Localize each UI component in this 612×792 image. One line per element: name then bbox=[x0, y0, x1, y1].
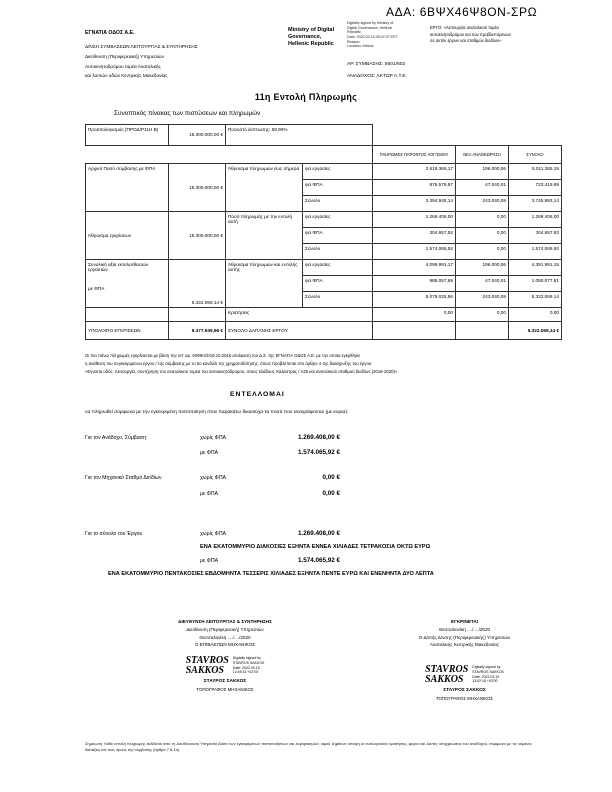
column-header: ΝΕΑ ΑΝΑΘΕΩΡΗΣΗ bbox=[456, 146, 509, 164]
certification-line: η ανάθεση του συγκεκριμένου έργου / της σύμβασης με το 6ο κονδύλι της χρηματοδότησης, όπως προβλέπεται στο άρθρο 4 της διακήρυξης του έργου: bbox=[85, 360, 373, 366]
ministry-name-line: Ministry of Digital bbox=[288, 27, 335, 33]
payment-row bbox=[85, 434, 340, 442]
amount-cell: 876.579,97 bbox=[373, 180, 456, 196]
payee-label: Για τον Μηχανικό Σταθμό Διοδίων bbox=[85, 475, 162, 481]
amount-cell: 4.391.991,15 bbox=[509, 260, 562, 276]
row-label-cell: Σύνολο bbox=[303, 196, 373, 212]
amount-cell: 47.040,01 bbox=[456, 180, 509, 196]
stamp-name-line: SAKKOS bbox=[425, 673, 464, 685]
empty-cell bbox=[86, 146, 373, 164]
deductions-row bbox=[86, 308, 562, 322]
org-line: και λοιπών οδών Κεντρικής Μακεδονίας bbox=[85, 73, 168, 79]
amount-cell: 1.269.406,00 bbox=[509, 212, 562, 228]
discount-cell bbox=[226, 125, 373, 146]
ministry-stamp-name bbox=[288, 27, 346, 48]
row-label-cell: Σύνολο bbox=[303, 292, 373, 308]
certification-line: «Εγνατία οδός: Λειτουργία, συντήρηση του ανατολικού τομέα του αυτοκινητόδρομου, στους κλάδους Χαλάστρας / Α25 και ανατολικού σταθμού διοδίων (2018-2020)» bbox=[85, 368, 398, 374]
empty-cell bbox=[169, 308, 226, 322]
remaining-approvals-label: ΥΠΟΛΟΙΠΟ ΕΓΚΡΙΣΕΩΝ bbox=[86, 322, 169, 340]
vat-label: με ΦΠΑ bbox=[200, 558, 219, 564]
payment-row bbox=[85, 557, 340, 564]
digital-stamp bbox=[372, 665, 557, 684]
project-line: ΕΡΓΟ: «Λειτουργία ανατολικού τομέα bbox=[430, 25, 499, 30]
column-header: ΠΛΗΡΩΜΕΣ ΠΑΡΟΝΤΟΣ ΛΟΓ/ΣΜΟΥ bbox=[373, 146, 456, 164]
table-row bbox=[86, 164, 562, 180]
org-name: ΕΓΝΑΤΙΑ ΟΔΟΣ Α.Ε. bbox=[85, 30, 135, 36]
empty-cell bbox=[86, 308, 169, 322]
signature-detail-line: Date: 2022.03.16 09:47:07 EET bbox=[347, 35, 398, 40]
amount-in-words: ΕΝΑ ΕΚΑΤΟΜΜΥΡΙΟ ΠΕΝΤΑΚΟΣΙΕΣ ΕΒΔΟΜΗΝΤΑ ΤΕΣΣΕΡΙΣ ΧΙΛΙΑΔΕΣ ΕΞΗΝΤΑ ΠΕΝΤΕ ΕΥΡΩ ΚΑΙ ΕΝΕΝΗΝΤΑ ΔΥΟ ΛΕΠΤΑ bbox=[108, 571, 434, 577]
vat-label: με ΦΠΑ bbox=[200, 491, 219, 497]
left-label-cell: Αρχικό Ποσό σύμβασης με ΦΠΑ bbox=[86, 164, 169, 212]
group-label-cell: Ποσό πληρωμής με την εντολή αυτή bbox=[226, 212, 303, 260]
empty-cell bbox=[373, 125, 562, 146]
empty-cell bbox=[456, 322, 509, 340]
certification-line: Οι πιο πάνω πληρωμές εγκρίνονται με βάση την υπ’ αρ. 6099π/2/19.10.2016 απόφαση του Δ.Σ. της ΕΓΝΑΤΙΑ ΟΔΟΣ Α.Ε. με την οποία εγκρίθηκε bbox=[85, 353, 361, 358]
group-label-cell: Άθροισμα πληρωμών έως σήμερα bbox=[226, 164, 303, 212]
amount-value: 1.574.065,92 € bbox=[297, 557, 340, 564]
amount-cell: 3.745.993,14 bbox=[509, 196, 562, 212]
row-label-cell: για ΦΠΑ bbox=[303, 180, 373, 196]
payment-row bbox=[85, 449, 340, 456]
page-title: 11η Εντολή Πληρωμής bbox=[254, 92, 358, 102]
signature-detail-line: Digitally signed by Ministry of bbox=[347, 21, 394, 25]
row-label-cell: για ΦΠΑ bbox=[303, 228, 373, 244]
ada-code: ΑΔΑ: 6ΒΨΧ46Ψ8ΟΝ-ΣΡΩ bbox=[386, 5, 538, 19]
signature-detail-line: Digital Governance, Hellenic bbox=[347, 25, 393, 30]
vat-label: με ΦΠΑ bbox=[200, 450, 219, 456]
amount-cell: 0,00 bbox=[456, 228, 509, 244]
signature-line: Θεσσαλονίκη ..../..../2020 bbox=[199, 634, 251, 640]
table-row bbox=[86, 260, 562, 276]
org-line: Αυτοκινητοδρόμου τομέα Ανατολικής bbox=[85, 63, 161, 69]
amount-cell: 243.040,08 bbox=[456, 196, 509, 212]
signature-line: Ο Δ/ντής Δ/νσης (Περιφερειακής) Υπηρεσιών bbox=[418, 634, 511, 640]
payment-row bbox=[85, 474, 340, 482]
row-label-cell: για ΦΠΑ bbox=[303, 276, 373, 292]
amount-value: 1.269.408,00 € bbox=[297, 434, 340, 441]
digital-stamp bbox=[120, 656, 330, 675]
stamp-name-line: SAKKOS bbox=[185, 664, 224, 676]
amount-cell: 1.269.406,00 bbox=[373, 212, 456, 228]
signatory-role: ΤΟΠΟΓΡΑΦΟΣ ΜΗΧΑΝΙΚΟΣ bbox=[435, 696, 494, 702]
left-label: Συνολική αξία εκτελεσθεισών εργασιών bbox=[88, 261, 149, 273]
amount-cell: 2.619.365,17 bbox=[373, 164, 456, 180]
budget-value-cell: 15.300.000,00 € bbox=[169, 125, 226, 146]
signature-line: Θεσσαλονίκη ..../..../2020 bbox=[438, 626, 491, 632]
vat-label: χωρίς ΦΠΑ bbox=[200, 435, 227, 441]
signatory-role: ΤΟΠΟΓΡΑΦΟΣ ΜΗΧΑΝΙΚΟΣ bbox=[196, 687, 254, 693]
stamp-detail-line: Digitally signed by bbox=[232, 656, 262, 661]
stamp-detail-line: STAVROS SAKKOS bbox=[232, 660, 265, 665]
payee-label: Για τον Ανάδοχο, Σύμβαση: bbox=[85, 435, 148, 441]
left-label-cell bbox=[86, 260, 169, 308]
group-label-cell: Άθροισμα πληρωμών και εντολής αυτής bbox=[226, 260, 303, 308]
signature-detail-line: Reason: bbox=[347, 39, 361, 44]
amount-cell: 0,00 bbox=[509, 308, 562, 322]
amount-value: 1.574.065,92 € bbox=[297, 449, 340, 456]
amount-value: 0,00 € bbox=[322, 474, 340, 481]
remaining-approvals-value: 9.377.939,96 € bbox=[169, 322, 226, 340]
stamp-detail-line: Date: 2022.03.15 bbox=[232, 665, 260, 670]
signature-block-left bbox=[120, 618, 330, 694]
signature-detail-line: Republic bbox=[347, 30, 361, 35]
ministry-name-line: Hellenic Republic bbox=[288, 41, 334, 48]
contractor-name: ΑΝΑΔΟΧΟΣ: ΑΚΤΩΡ Α.Τ.Ε. bbox=[347, 74, 407, 79]
deductions-label-cell: Κρατήσεις bbox=[226, 308, 373, 322]
stamp-detail-line: 13:02:18 +02'00' bbox=[472, 679, 499, 684]
payment-row bbox=[85, 530, 340, 538]
stamp-detail-line: STAVROS SAKKOS bbox=[472, 669, 504, 674]
stamp-detail-line: Digitally signed by bbox=[472, 665, 501, 670]
payments-summary-table bbox=[85, 124, 562, 340]
page-subtitle: Συνοπτικός πίνακας των πιστώσεων και πληρωμών bbox=[114, 110, 261, 117]
project-line: αυτοκινητοδρόμου και των προβλεπόμενων bbox=[430, 31, 511, 37]
order-heading: ΕΝΤΕΛΛΟΜΑΙ bbox=[230, 391, 285, 398]
ministry-signature-details bbox=[347, 21, 427, 49]
signatory-name: ΣΤΑΥΡΟΣ ΣΑΚΚΟΣ bbox=[443, 688, 486, 694]
table-row bbox=[86, 212, 562, 228]
ministry-name-line: Governance, bbox=[288, 34, 322, 41]
payment-instruction: να πληρωθεί σύμφωνα με την εγκεκριμένη πιστοποίηση στον παρακάτω δικαιούχο τα ποσά που αναγράφονται (με κύρια): bbox=[85, 410, 349, 415]
payment-row bbox=[85, 490, 340, 497]
amount-cell: 0,00 bbox=[456, 212, 509, 228]
project-block bbox=[430, 25, 560, 45]
stamp-name bbox=[186, 656, 229, 675]
amount-cell: 304.657,92 bbox=[373, 228, 456, 244]
signature-line: Ο ΕΠΙΒΛΕΠΩΝ ΜΗΧΑΝΙΚΟΣ bbox=[194, 642, 256, 648]
total-label-cell: ΣΥΝΟΛΟ ΔΑΠΑΝΗΣ ΕΡΓΟΥ bbox=[226, 322, 373, 340]
row-label-cell: για εργασίες bbox=[303, 212, 373, 228]
stamp-name bbox=[425, 665, 468, 684]
org-line: Διεύθυνση (Περιφερειακή) Υπηρεσιών bbox=[85, 53, 164, 59]
signature-block-right bbox=[372, 618, 557, 703]
row-label-cell: Σύνολο bbox=[303, 244, 373, 260]
stamp-name-line: STAVROS bbox=[425, 664, 469, 676]
discount-label: Ποσοστό έκπτωσης: bbox=[228, 126, 271, 132]
amount-cell: 5.079.025,96 bbox=[373, 292, 456, 308]
amount-cell: 47.040,01 bbox=[456, 276, 509, 292]
row-label-cell: για εργασίες bbox=[303, 164, 373, 180]
approval-heading: ΕΓΚΡΙΝΕΤΑΙ bbox=[451, 619, 478, 624]
stamp-detail-line: Date: 2022.03.15 bbox=[472, 674, 500, 679]
certification-paragraph bbox=[85, 352, 563, 376]
stamp-name-line: STAVROS bbox=[185, 655, 229, 667]
amount-cell: 1.574.065,92 bbox=[373, 244, 456, 260]
amount-cell: 196.000,06 bbox=[456, 260, 509, 276]
amount-cell: 304.657,92 bbox=[509, 228, 562, 244]
org-block bbox=[85, 31, 198, 84]
amount-cell: 3.394.945,14 bbox=[373, 196, 456, 212]
budget-label-cell: Προϋπολογισμός (ΠΡΟΔ/Ρ11Η Β) bbox=[86, 125, 169, 146]
amount-cell: 5.322.069,14 bbox=[509, 292, 562, 308]
amount-cell: 196.000,06 bbox=[456, 164, 509, 180]
contract-number: ΑΡ. ΣΥΜΒΑΣΗΣ: 5601/602 bbox=[347, 62, 406, 67]
signature-line: Διεύθυνση (Περιφερειακή) Υπηρεσιών bbox=[186, 626, 264, 632]
amount-cell: 243.040,08 bbox=[456, 292, 509, 308]
footnote: Σημείωση: Κάθε εντολή πληρωμής εκδίδεται από τη Διευθύνουσα Υπηρεσία βάσει των εγκεκριμένων πιστοποιήσεων και λογαριασμών, αφού ληφθούν υπόψη οι αναλογούσες κρατήσεις, φόροι και λοιπές υποχρεώσεις του αναδόχου, σύμφωνα με τις κείμενες διατάξεις και τους όρους της σύμβασης (άρθρα 7 & 14). bbox=[85, 741, 532, 753]
amount-cell: 0,00 bbox=[373, 308, 456, 322]
amount-cell: 5.011.365,15 bbox=[509, 164, 562, 180]
amount-value: 0,00 € bbox=[322, 490, 340, 497]
vat-note: με ΦΠΑ bbox=[88, 286, 105, 292]
signature-detail-line: Location: Athens bbox=[347, 44, 374, 49]
left-value-cell: 5.322.069,14 € bbox=[169, 260, 226, 308]
amount-cell: 1.050.077,91 bbox=[509, 276, 562, 292]
signature-line: Ανατολικής Κεντρικής Μακεδονίας bbox=[429, 642, 500, 648]
signature-line: ΔΙΕΥΘΥΝΣΗ ΛΕΙΤΟΥΡΓΙΑΣ & ΣΥΝΤΗΡΗΣΗΣ bbox=[178, 619, 272, 624]
amount-cell: 0,00 bbox=[456, 244, 509, 260]
stamp-details bbox=[472, 665, 504, 684]
payee-label: Για το σύνολο του Έργου bbox=[85, 531, 143, 537]
left-value-cell: 15.300.000,00 € bbox=[169, 164, 226, 212]
column-header: ΣΥΝΟΛΟ bbox=[509, 146, 562, 164]
amount-value: 1.269.408,00 € bbox=[297, 530, 340, 537]
left-label-cell: Άθροισμα εγκρίσεων bbox=[86, 212, 169, 260]
row-label-cell: για εργασίες bbox=[303, 260, 373, 276]
totals-row bbox=[86, 322, 562, 340]
amount-cell: 985.057,69 bbox=[373, 276, 456, 292]
stamp-detail-line: 12:45:33 +02'00' bbox=[232, 670, 259, 675]
org-line: Δ/ΝΣΗ ΣΥΜΒΑΣΕΩΝ ΛΕΙΤΟΥΡΓΙΑΣ & ΣΥΝΤΗΡΗΣΗΣ bbox=[85, 44, 198, 50]
vat-label: χωρίς ΦΠΑ bbox=[200, 531, 227, 537]
vat-label: χωρίς ΦΠΑ bbox=[200, 475, 227, 481]
amount-cell: 1.574.065,92 bbox=[509, 244, 562, 260]
amount-cell: 4.099.991,17 bbox=[373, 260, 456, 276]
amount-cell: 723.419,99 bbox=[509, 180, 562, 196]
project-line: σε αυτόν έργων και σταθμών διοδίων» bbox=[430, 38, 502, 43]
empty-cell bbox=[373, 322, 456, 340]
left-value-cell: 15.300.000,00 € bbox=[169, 212, 226, 260]
signatory-name: ΣΤΑΥΡΟΣ ΣΑΚΚΟΣ bbox=[203, 679, 247, 685]
amount-in-words: ΕΝΑ ΕΚΑΤΟΜΜΥΡΙΟ ΔΙΑΚΟΣΙΕΣ ΕΞΗΝΤΑ ΕΝΝΕΑ ΧΙΛΙΑΔΕΣ ΤΕΤΡΑΚΟΣΙΑ ΟΚΤΩ ΕΥΡΩ bbox=[200, 544, 431, 550]
stamp-details bbox=[233, 656, 265, 675]
discount-value: 58,90% bbox=[271, 126, 288, 132]
amount-cell: 0,00 bbox=[456, 308, 509, 322]
total-value-cell: 5.322.069,14 € bbox=[509, 322, 562, 340]
